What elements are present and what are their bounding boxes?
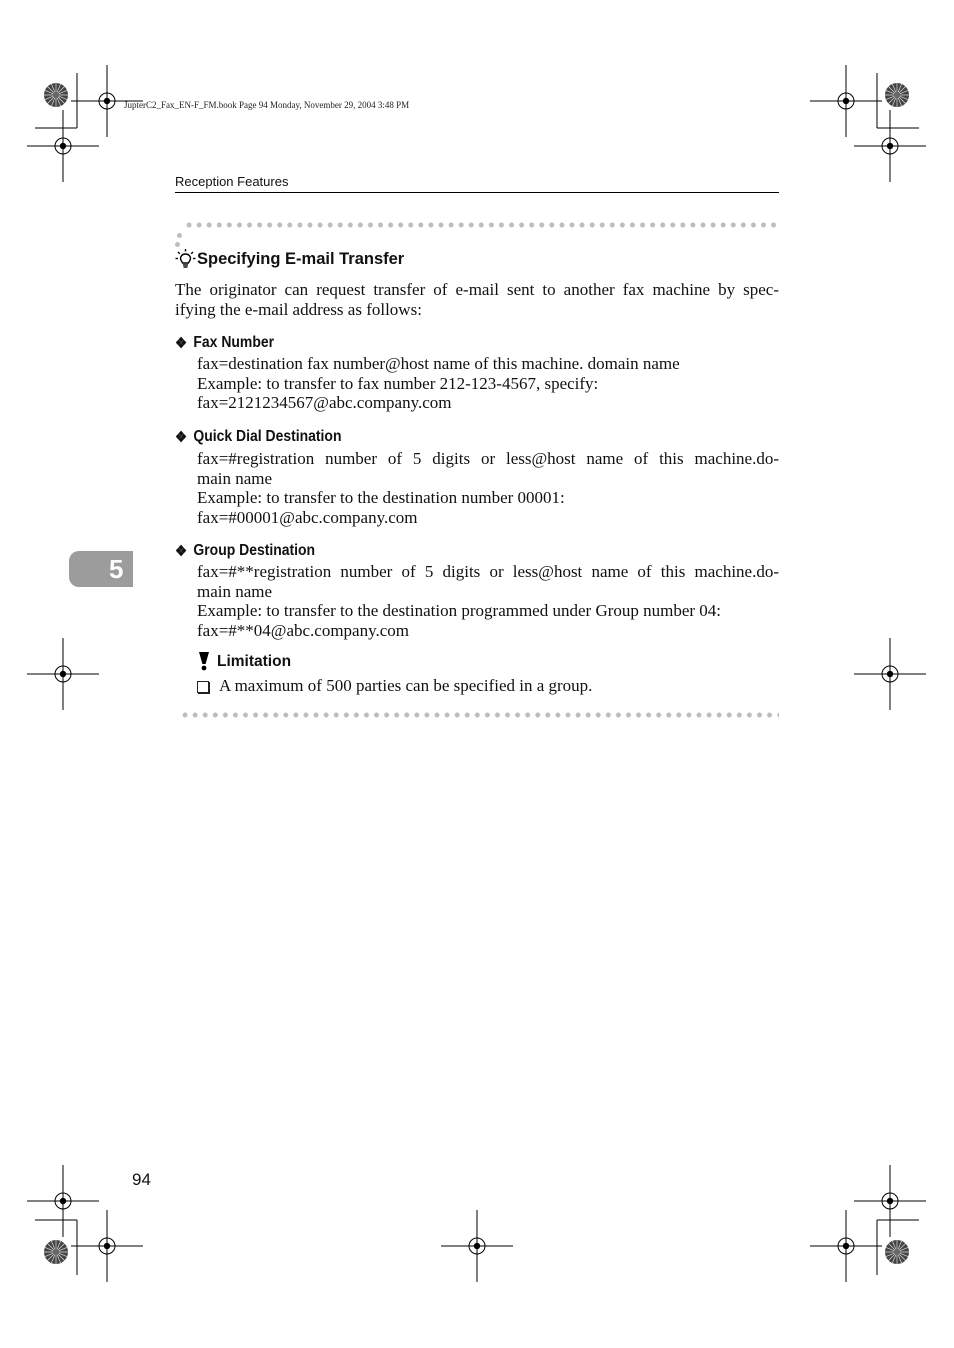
note-title: Specifying E-mail Transfer xyxy=(197,249,405,268)
limitation-label: Limitation xyxy=(217,653,292,670)
intro-line: ifying the e-mail address as follows: xyxy=(175,300,422,319)
limitation-item xyxy=(197,676,592,696)
print-header: JupterC2_Fax_EN-F_FM.book Page 94 Monday, November 29, 2004 3:48 PM xyxy=(124,100,410,110)
section-body-fax-number xyxy=(197,354,779,413)
body-line: Example: to transfer to the destination programmed under Group number 04: xyxy=(197,601,722,621)
body-line: fax=#**04@abc.company.com xyxy=(197,621,410,641)
section-body-quick-dial xyxy=(197,449,779,528)
diamond-bullet-icon: ❖ xyxy=(175,543,188,560)
header-rule xyxy=(175,192,779,193)
intro-line: The originator can request transfer of e-mail sent to another fax machine by spec- xyxy=(175,280,779,299)
body-line: main name xyxy=(197,468,273,488)
body-line: fax=#**registration number of 5 digits or less@host name of this machine.do- xyxy=(197,562,779,581)
limitation-header xyxy=(197,651,291,671)
body-line: Example: to transfer to fax number 212-123-4567, specify: xyxy=(197,373,599,393)
body-line: fax=2121234567@abc.company.com xyxy=(197,393,452,413)
section-body-group xyxy=(197,562,779,641)
section-title-text: Quick Dial Destination xyxy=(193,428,342,445)
note-top-border xyxy=(184,222,779,228)
note-corner-dot xyxy=(175,242,180,247)
section-title-text: Fax Number xyxy=(193,334,275,351)
page-number: 94 xyxy=(132,1170,151,1189)
checkbox-bullet-icon xyxy=(197,681,209,693)
lightbulb-icon xyxy=(175,248,196,270)
note-title-row xyxy=(175,248,404,270)
note-corner-dot xyxy=(177,233,182,238)
note-intro xyxy=(175,280,779,320)
body-line: fax=#00001@abc.company.com xyxy=(197,508,418,528)
section-title-quick-dial xyxy=(175,428,341,446)
section-header: Reception Features xyxy=(175,174,289,189)
diamond-bullet-icon: ❖ xyxy=(175,429,188,446)
limitation-text: A maximum of 500 parties can be specified in a group. xyxy=(219,676,593,695)
section-title-fax-number xyxy=(175,334,274,352)
diamond-bullet-icon: ❖ xyxy=(175,335,188,352)
section-title-group xyxy=(175,542,315,560)
chapter-number: 5 xyxy=(109,554,124,584)
exclamation-icon xyxy=(197,651,211,671)
body-line: Example: to transfer to the destination number 00001: xyxy=(197,488,565,508)
note-bottom-border xyxy=(180,712,779,718)
body-line: fax=destination fax number@host name of this machine. domain name xyxy=(197,354,680,373)
section-title-text: Group Destination xyxy=(193,542,316,559)
body-line: main name xyxy=(197,581,273,601)
body-line: fax=#registration number of 5 digits or less@host name of this machine.do- xyxy=(197,449,779,468)
